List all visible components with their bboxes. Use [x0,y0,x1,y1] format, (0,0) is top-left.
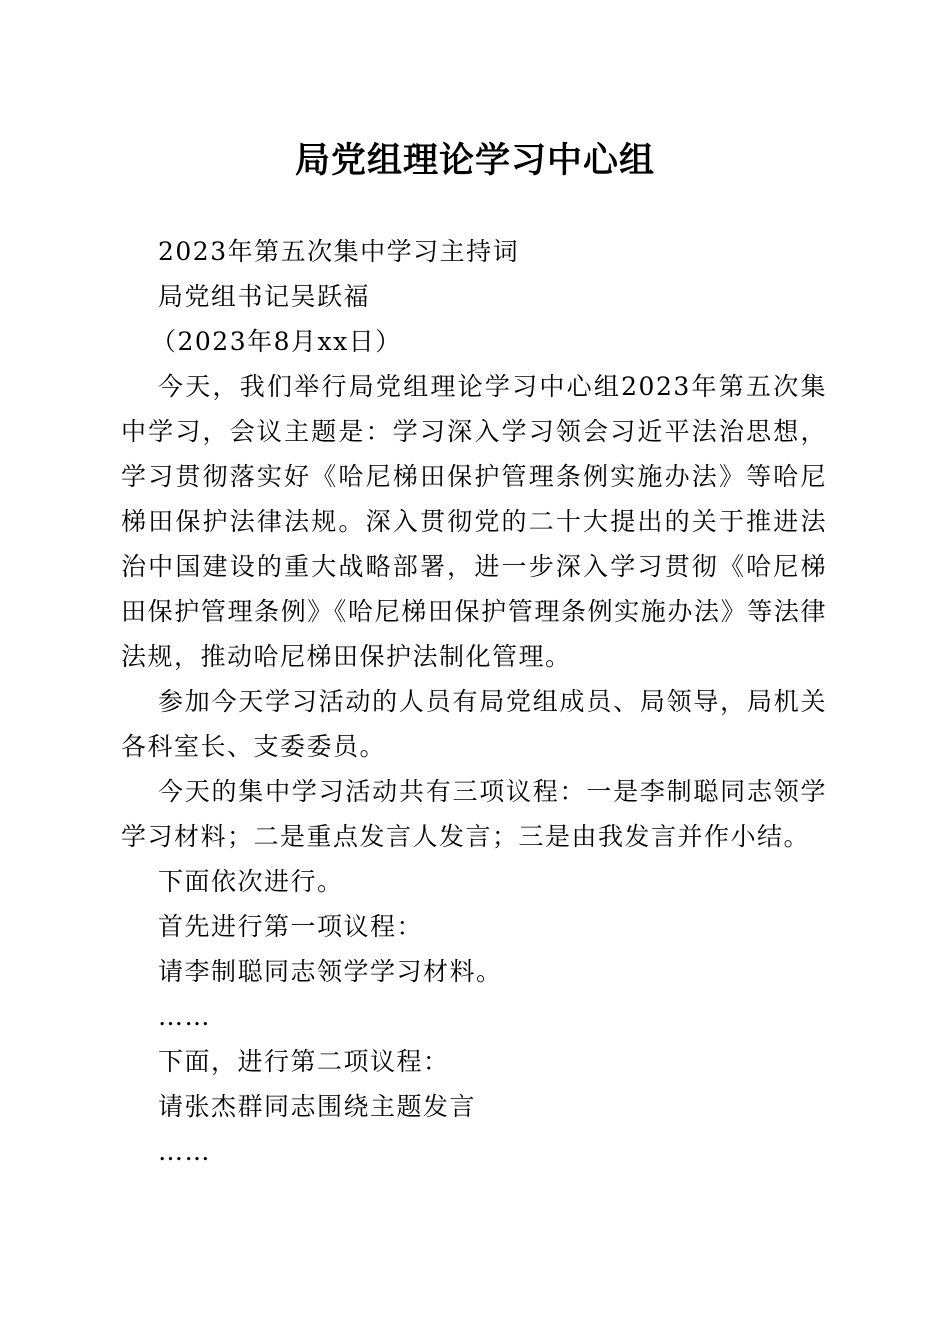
paragraph-first-item: 首先进行第一项议程： [158,912,424,941]
paragraph-attendees: 参加今天学习活动的人员有局党组成员、局领导，局机关各科室长、支委委员。 [121,687,827,761]
document-title: 局党组理论学习中心组 [294,140,655,181]
paragraph-agenda: 今天的集中学习活动共有三项议程：一是李制聪同志领学学习材料；二是重点发言人发言；三是由我发言并作小结。 [121,777,827,851]
document-body [121,229,827,1174]
paragraph-second-speaker: 请张杰群同志围绕主题发言 [158,1092,477,1121]
ellipsis-line: …… [158,1002,211,1031]
paragraph-second-item: 下面，进行第二项议程： [158,1047,450,1076]
ellipsis-line: …… [158,1137,211,1166]
paragraph-proceed: 下面依次进行。 [158,867,344,896]
paragraph-first-speaker: 请李制聪同志领学学习材料。 [158,957,503,986]
paragraph-meeting-theme: 今天，我们举行局党组理论学习中心组2023年第五次集中学习，会议主题是：学习深入学习领会习近平法治思想，学习贯彻落实好《哈尼梯田保护管理条例实施办法》等哈尼梯田保护法律法规。深入贯彻党的二十大提出的关于推进法治中国建设的重大战略部署，进一步深入学习贯彻《哈尼梯田保护管理条例》《哈尼梯田保护管理条例实施办法》等法律法规，推动哈尼梯田保护法制化管理。 [121,372,827,671]
date-line: （2023年8月xx日） [151,327,402,356]
session-subtitle: 2023年第五次集中学习主持词 [158,237,520,266]
host-name-line: 局党组书记吴跃福 [158,282,371,311]
